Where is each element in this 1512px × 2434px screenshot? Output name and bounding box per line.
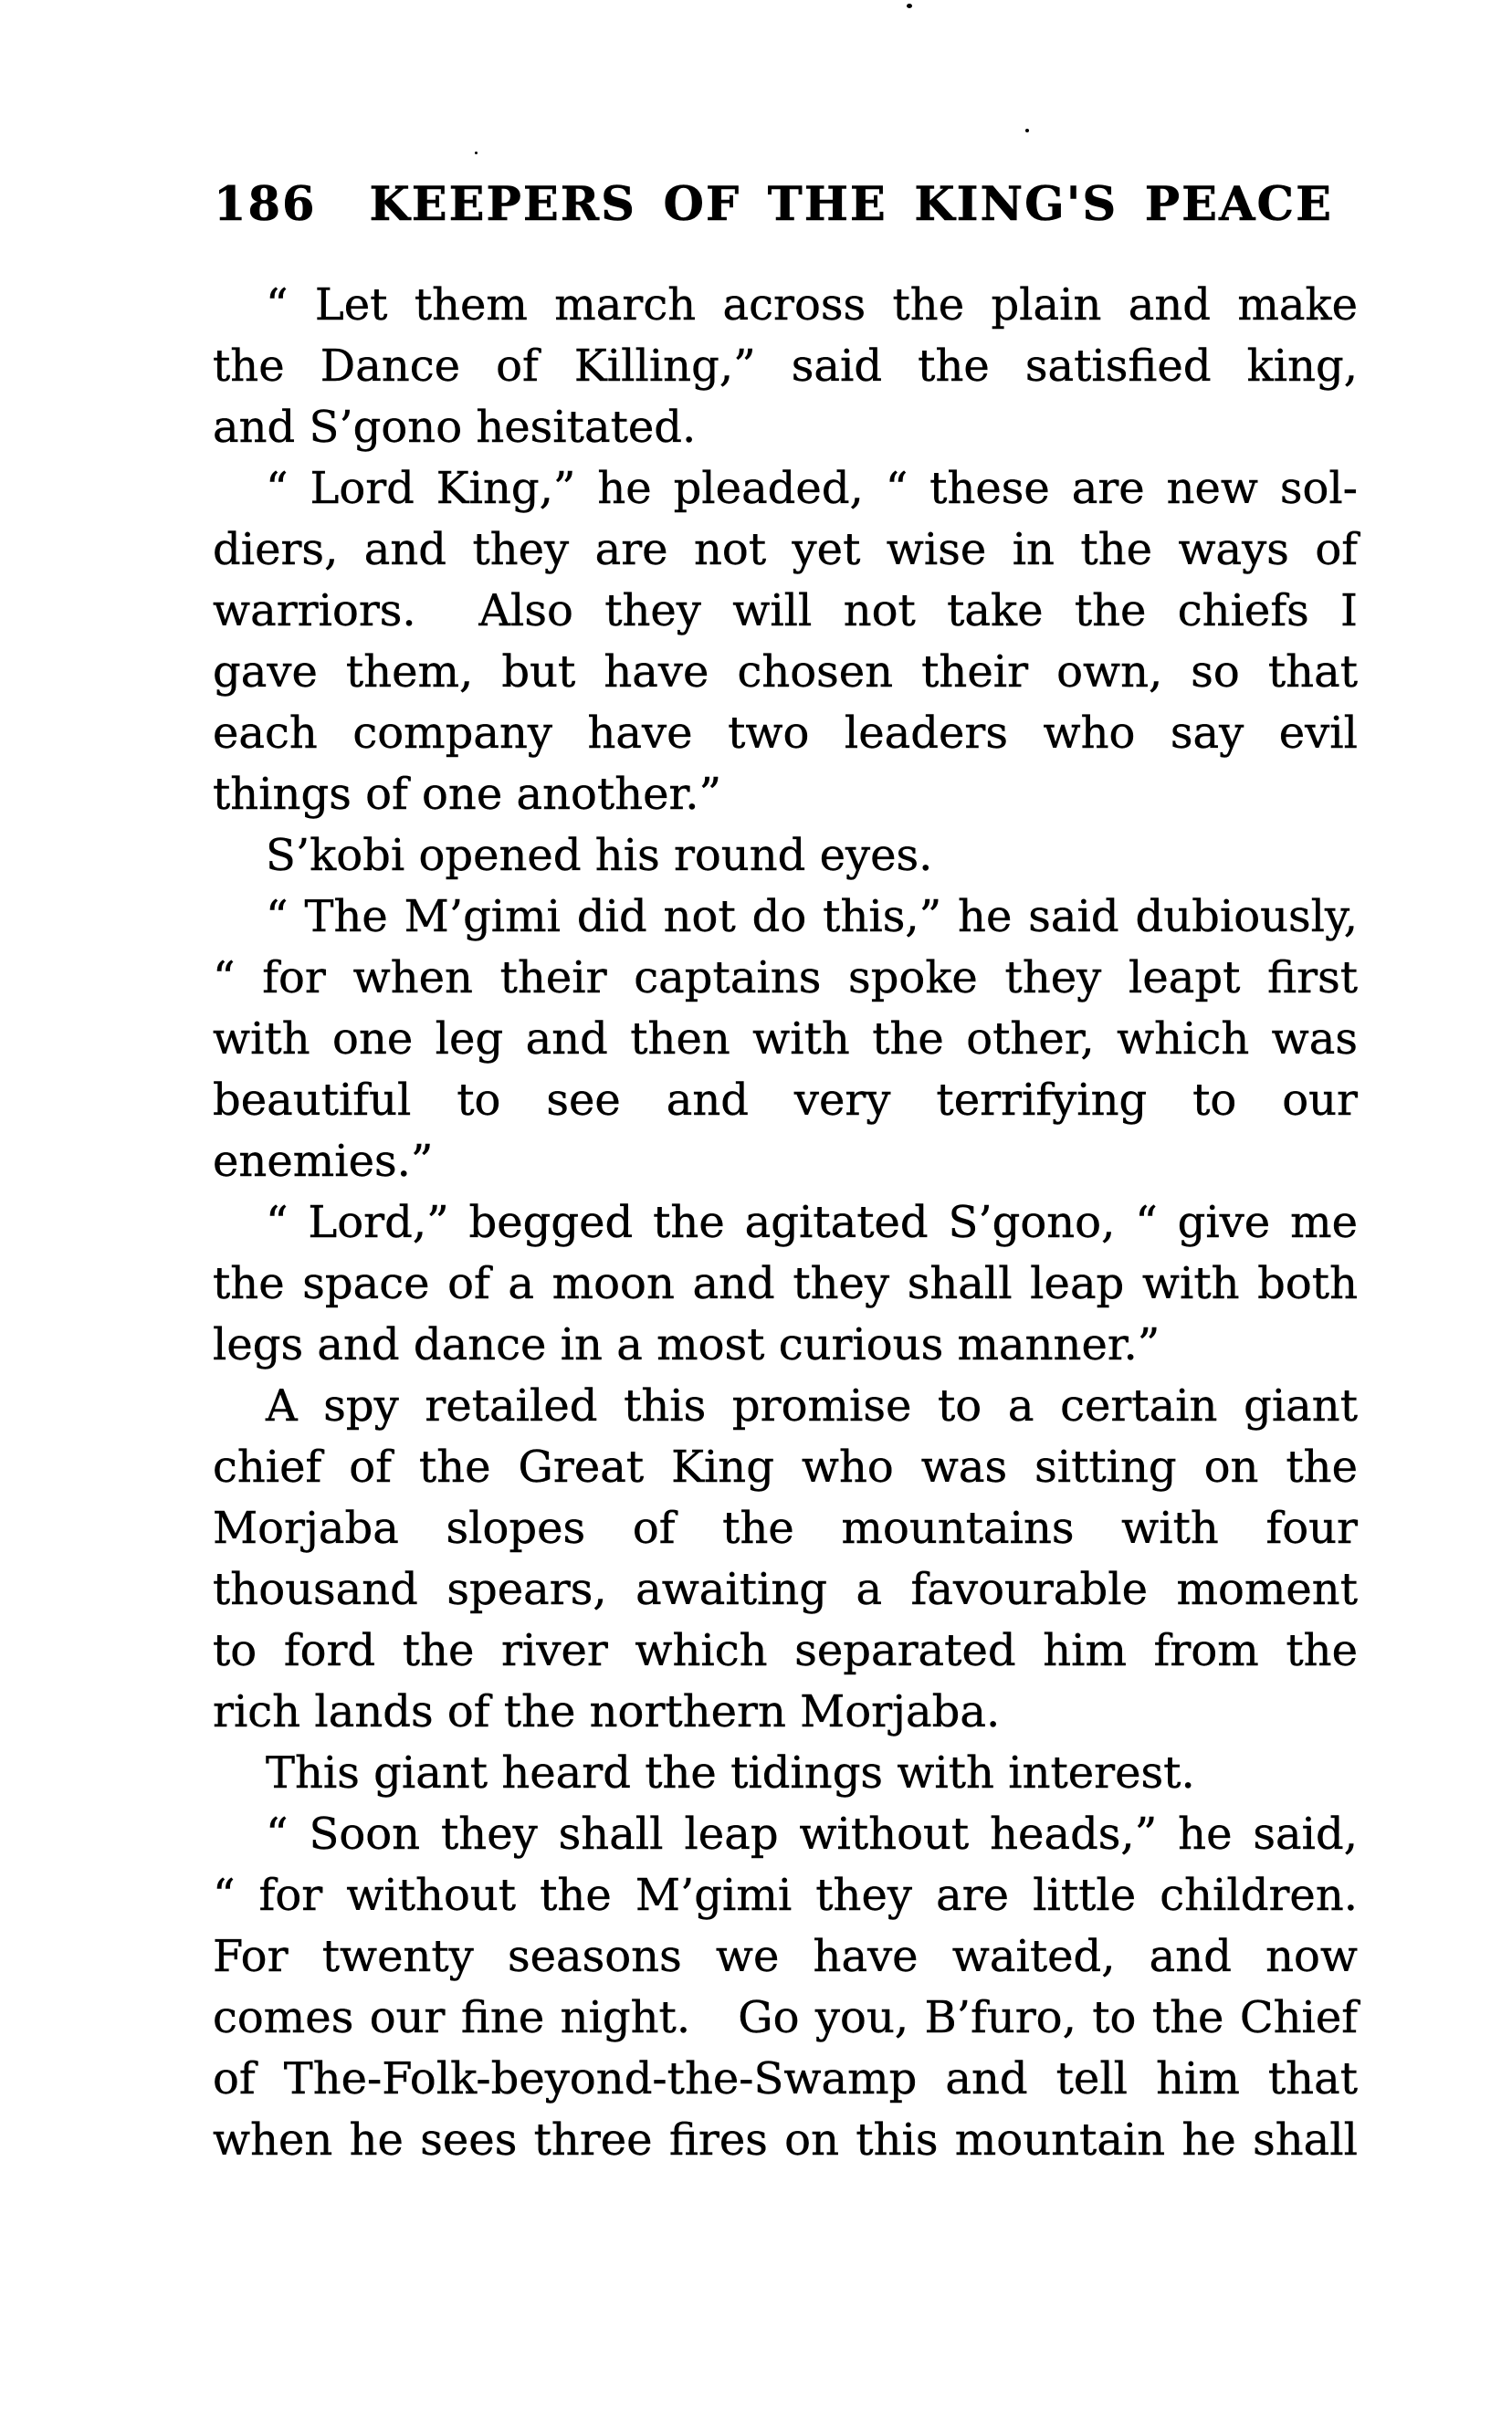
text-line: when he sees three fires on this mountain he shall [213,2114,1358,2166]
scan-speck [907,4,912,8]
text-line: “ for when their captains spoke they leapt first [213,952,1358,1003]
text-line: chief of the Great King who was sitting on the [213,1442,1358,1493]
text-line: Morjaba slopes of the mountains with four [213,1503,1358,1554]
scan-speck [1025,129,1029,132]
text-line: of The-Folk-beyond-the-Swamp and tell him that [213,2053,1358,2104]
text-line: For twenty seasons we have waited, and now [213,1931,1358,1982]
text-line: S’kobi opened his round eyes. [266,830,933,881]
text-line: “ Lord King,” he pleaded, “ these are new sol- [266,463,1358,514]
text-line: beautiful to see and very terrifying to our [213,1075,1358,1126]
body-text [213,275,1358,2171]
text-line: with one leg and then with the other, which was [213,1013,1358,1065]
page-number: 186 [214,177,317,232]
text-line: each company have two leaders who say evil [213,708,1358,759]
text-line: to ford the river which separated him from the [213,1625,1358,1676]
text-line: comes our fine night. Go you, B’furo, to the Chief [213,1992,1358,2043]
text-line: This giant heard the tidings with interest. [266,1747,1195,1799]
text-line: “ Soon they shall leap without heads,” he said, [266,1809,1358,1860]
text-line: things of one another.” [213,769,721,820]
scan-speck [475,152,478,154]
text-line: legs and dance in a most curious manner.” [213,1319,1160,1370]
running-title: KEEPERS OF THE KING'S PEACE [369,177,1333,232]
text-line: and S’gono hesitated. [213,402,697,453]
text-line: gave them, but have chosen their own, so that [213,646,1358,698]
text-line: warriors. Also they will not take the chiefs I [213,585,1358,636]
text-line: diers, and they are not yet wise in the ways of [213,524,1358,575]
text-line: enemies.” [213,1136,434,1187]
page-header [214,177,1333,232]
text-line: “ Lord,” begged the agitated S’gono, “ give me [266,1197,1358,1248]
text-line: rich lands of the northern Morjaba. [213,1686,1001,1737]
text-line: “ for without the M’gimi they are little children. [213,1870,1358,1921]
text-line: the space of a moon and they shall leap with both [213,1258,1358,1309]
text-line: “ The M’gimi did not do this,” he said dubiously, [266,891,1358,942]
text-line: thousand spears, awaiting a favourable moment [213,1564,1358,1615]
text-line: A spy retailed this promise to a certain giant [266,1380,1358,1432]
text-line: “ Let them march across the plain and make [266,279,1358,330]
text-line: the Dance of Killing,” said the satisfied king, [213,341,1358,392]
